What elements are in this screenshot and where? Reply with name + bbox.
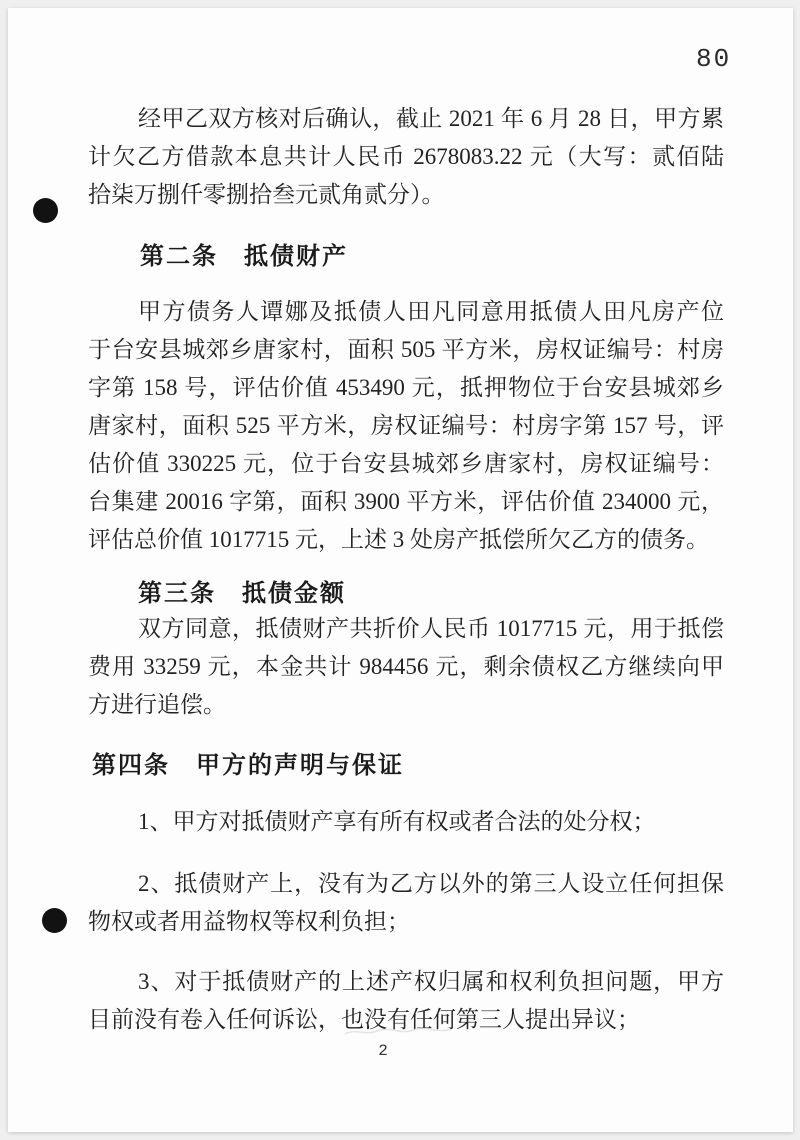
text-line: 台集建 20016 字第，面积 3900 平方米，评估价值 234000 元， (88, 489, 724, 514)
document-page (8, 8, 793, 1132)
text-line: 2、抵债财产上，没有为乙方以外的第三人设立任何担保 (138, 871, 724, 896)
paragraph-debt-confirmation (88, 100, 724, 214)
text-line: 双方同意，抵债财产共折价人民币 1017715 元，用于抵偿 (138, 616, 724, 641)
text-line: 拾柒万捌仟零捌拾叁元贰角贰分）。 (88, 182, 445, 207)
heading-article-2: 第二条 抵债财产 (140, 244, 348, 270)
text-line: 方进行追偿。 (88, 692, 226, 717)
text-line: 1、甲方对抵债财产享有所有权或者合法的处分权； (138, 809, 656, 834)
text-line: 评估总价值 1017715 元，上述 3 处房产抵偿所欠乙方的债务。 (88, 527, 709, 552)
scan-artifact-squiggle (343, 1024, 453, 1040)
text-line: 估价值 330225 元，位于台安县城郊乡唐家村，房权证编号： (88, 451, 724, 476)
hole-punch-dot-top (33, 198, 58, 223)
list-item-2 (88, 865, 724, 941)
heading-article-3: 第三条 抵债金额 (138, 581, 346, 607)
text-line: 经甲乙双方核对后确认，截止 2021 年 6 月 28 日，甲方累 (138, 106, 724, 131)
page-stamp-number: 80 (696, 44, 732, 74)
text-line: 费用 33259 元，本金共计 984456 元，剩余债权乙方继续向甲 (88, 654, 724, 679)
paragraph-property-description (88, 293, 724, 559)
text-line: 目前没有卷入任何诉讼，也没有任何第三人提出异议； (88, 1007, 640, 1032)
text-line: 唐家村，面积 525 平方米，房权证编号：村房字第 157 号，评 (88, 413, 724, 438)
text-line: 于台安县城郊乡唐家村，面积 505 平方米，房权证编号：村房 (88, 337, 724, 362)
heading-article-4: 第四条 甲方的声明与保证 (92, 753, 404, 779)
text-line: 字第 158 号，评估价值 453490 元，抵押物位于台安县城郊乡 (88, 375, 724, 400)
list-item-1 (88, 803, 724, 841)
hole-punch-dot-bottom (42, 908, 67, 933)
text-line: 甲方债务人谭娜及抵债人田凡同意用抵债人田凡房产位 (138, 299, 724, 324)
text-line: 3、对于抵债财产的上述产权归属和权利负担问题，甲方 (138, 969, 724, 994)
footer-page-number: 2 (378, 1042, 388, 1060)
text-line: 物权或者用益物权等权利负担； (88, 909, 410, 934)
text-line: 计欠乙方借款本息共计人民币 2678083.22 元（大写：贰佰陆 (88, 144, 724, 169)
paragraph-debt-amount (88, 610, 724, 724)
